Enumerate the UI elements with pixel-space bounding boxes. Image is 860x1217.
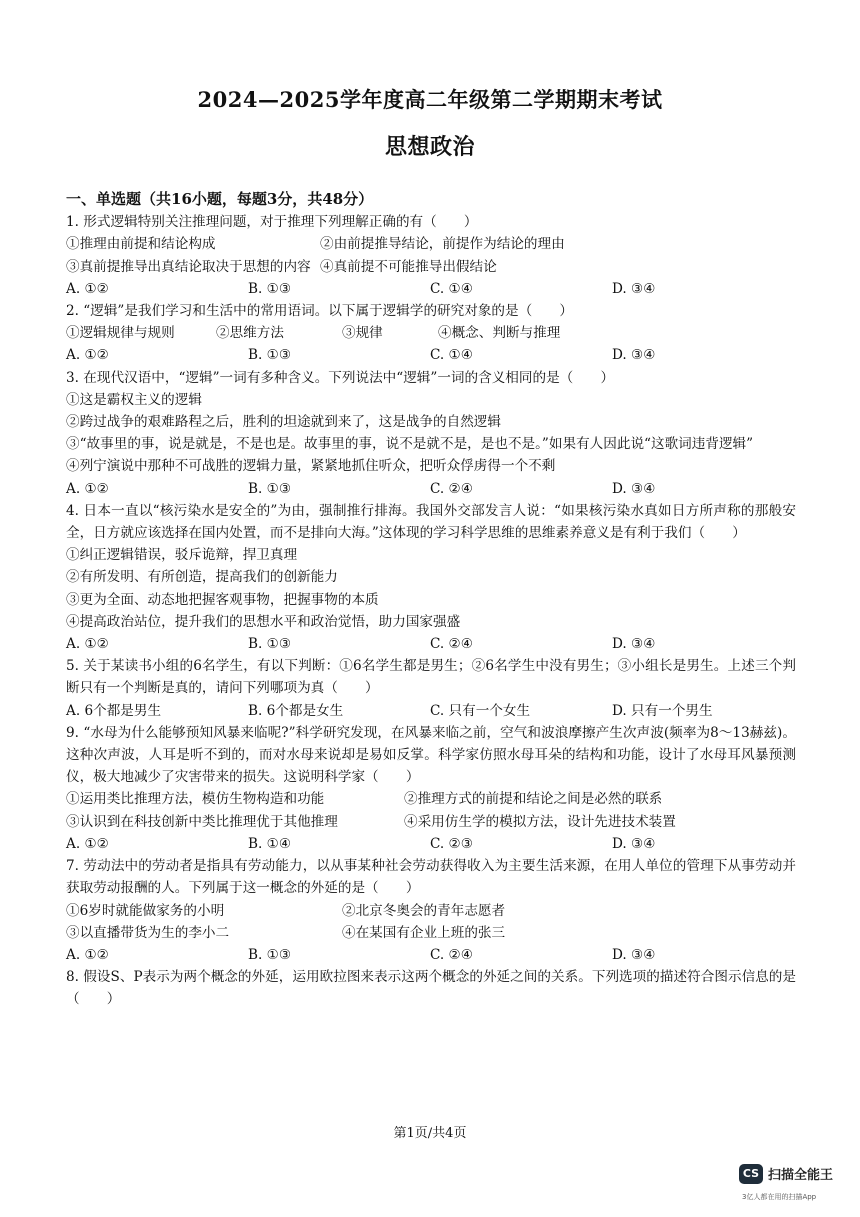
- option-b: B. ①④: [248, 835, 292, 852]
- option-a: A. ①②: [66, 480, 109, 497]
- option-b: B. 6个都是女生: [248, 702, 344, 719]
- options-row: [66, 278, 796, 300]
- statement: ③规律: [342, 325, 383, 342]
- statement: ②跨过战争的艰难路程之后，胜利的坦途就到来了，这是战争的自然逻辑: [66, 414, 501, 431]
- question-4: [66, 500, 796, 655]
- statement: ③认识到在科技创新中类比推理优于其他推理: [66, 813, 338, 830]
- option-d: D. 只有一个男生: [612, 702, 713, 719]
- statement: ②推理方式的前提和结论之间是必然的联系: [404, 791, 663, 808]
- question-7: [66, 855, 796, 966]
- option-d: D. ③④: [612, 480, 656, 497]
- option-c: C. ①④: [430, 347, 473, 364]
- exam-content: [66, 188, 796, 1011]
- question-stem: 3. 在现代汉语中，“逻辑”一词有多种含义。下列说法中“逻辑”一词的含义相同的是（ ）: [66, 369, 615, 386]
- option-d: D. ③④: [612, 946, 656, 963]
- statement: ①这是霸权主义的逻辑: [66, 391, 202, 408]
- statement: ④概念、判断与推理: [438, 325, 561, 342]
- statement-row: [66, 811, 796, 833]
- statement: ③“故事里的事，说是就是，不是也是。故事里的事，说不是就不是，是也不是。”如果有人因此说“这歌词违背逻辑”: [66, 436, 754, 453]
- statement: ③真前提推导出真结论取决于思想的内容: [66, 258, 311, 275]
- statement: ①运用类比推理方法，模仿生物构造和功能: [66, 791, 325, 808]
- statement: ①逻辑规律与规则: [66, 325, 175, 342]
- option-a: A. 6个都是男生: [66, 702, 162, 719]
- camscanner-logo-icon: CS: [739, 1164, 763, 1184]
- option-a: A. ①②: [66, 347, 109, 364]
- option-b: B. ①③: [248, 946, 292, 963]
- option-d: D. ③④: [612, 347, 656, 364]
- statement: ④采用仿生学的模拟方法，设计先进技术装置: [404, 813, 676, 830]
- question-stem: 5. 关于某读书小组的6名学生，有以下判断：①6名学生都是男生；②6名学生中没有男生；③小组长是男生。上述三个判断只有一个判断是真的，请问下列哪项为真（ ）: [66, 658, 796, 697]
- option-a: A. ①②: [66, 946, 109, 963]
- statement: ④列宁演说中那种不可战胜的逻辑力量，紧紧地抓住听众，把听众俘虏得一个不剩: [66, 458, 556, 475]
- option-c: C. 只有一个女生: [430, 702, 531, 719]
- question-stem: 4. 日本一直以“核污染水是安全的”为由，强制推行排海。我国外交部发言人说：“如果核污染水真如日方所声称的那般安全，日方就应该选择在国内处置，而不是排向大海。”这体现的学习科学思维的思维素养意义是有利于我们（ ）: [66, 502, 796, 542]
- option-c: C. ②④: [430, 946, 473, 963]
- watermark-name: 扫描全能王: [768, 1168, 834, 1183]
- statement-row: [66, 256, 796, 278]
- question-stem: 7. 劳动法中的劳动者是指具有劳动能力，以从事某种社会劳动获得收入为主要生活来源，在用人单位的管理下从事劳动并获取劳动报酬的人。下列属于这一概念的外延的是（ ）: [66, 858, 796, 897]
- option-a: A. ①②: [66, 835, 109, 852]
- statement: ②北京冬奥会的青年志愿者: [342, 902, 506, 919]
- statement: ④在某国有企业上班的张三: [342, 924, 506, 941]
- statement: ①6岁时就能做家务的小明: [66, 902, 225, 919]
- statement-row: [66, 900, 796, 922]
- statement: ②由前提推导结论，前提作为结论的理由: [320, 236, 565, 253]
- statement-row: [66, 788, 796, 810]
- statement: ③更为全面、动态地把握客观事物，把握事物的本质: [66, 591, 379, 608]
- option-b: B. ①③: [248, 636, 292, 653]
- options-row: [66, 478, 796, 500]
- option-d: D. ③④: [612, 280, 656, 297]
- option-c: C. ②③: [430, 835, 473, 852]
- question-3: [66, 367, 796, 500]
- option-c: C. ②④: [430, 636, 473, 653]
- option-a: A. ①②: [66, 280, 109, 297]
- option-d: D. ③④: [612, 636, 656, 653]
- option-c: C. ①④: [430, 280, 473, 297]
- statement: ④真前提不可能推导出假结论: [320, 258, 497, 275]
- option-b: B. ①③: [248, 480, 292, 497]
- watermark-tagline: 3亿人都在用的扫描App: [742, 1193, 817, 1201]
- question-8: [66, 966, 796, 1010]
- question-stem: 1. 形式逻辑特别关注推理问题，对于推理下列理解正确的有（ ）: [66, 214, 478, 231]
- exam-title: 2024—2025学年度高二年级第二学期期末考试: [197, 87, 663, 112]
- options-row: [66, 633, 796, 655]
- option-c: C. ②④: [430, 480, 473, 497]
- page-number: 第1页/共4页: [393, 1126, 467, 1141]
- statement: ②思维方法: [216, 325, 284, 342]
- statement-row: [66, 233, 796, 255]
- section-heading: 一、单选题（共16小题，每题3分，共48分）: [66, 190, 374, 208]
- statement: ①纠正逻辑错误，驳斥诡辩，捍卫真理: [66, 547, 298, 564]
- question-2: [66, 300, 796, 367]
- question-5: [66, 655, 796, 722]
- option-a: A. ①②: [66, 636, 109, 653]
- question-9: [66, 722, 796, 855]
- statement-row: [66, 922, 796, 944]
- question-stem: 2. “逻辑”是我们学习和生活中的常用语词。以下属于逻辑学的研究对象的是（ ）: [66, 303, 573, 320]
- question-stem: 9. “水母为什么能够预知风暴来临呢?”科学研究发现，在风暴来临之前，空气和波浪摩擦产生次声波(频率为8～13赫兹)。这种次声波，人耳是听不到的，而对水母来说却是易如反掌。科学家仿照水母耳朵的结构和功能，设计了水母耳风暴预测仪，极大地减少了灾害带来的损失。这说明科学家（ ）: [66, 724, 796, 786]
- exam-subject: 思想政治: [384, 134, 475, 160]
- statement: ③以直播带货为生的李小二: [66, 924, 230, 941]
- option-b: B. ①③: [248, 280, 292, 297]
- option-d: D. ③④: [612, 835, 656, 852]
- option-b: B. ①③: [248, 347, 292, 364]
- question-1: [66, 211, 796, 300]
- options-row: [66, 944, 796, 966]
- options-row: [66, 700, 796, 722]
- options-row: [66, 833, 796, 855]
- statement-row: [66, 322, 796, 344]
- question-stem: 8. 假设S、P表示为两个概念的外延，运用欧拉图来表示这两个概念的外延之间的关系。下列选项的描述符合图示信息的是（ ）: [66, 969, 796, 1008]
- statement: ②有所发明、有所创造，提高我们的创新能力: [66, 569, 338, 586]
- statement: ④提高政治站位，提升我们的思想水平和政治觉悟，助力国家强盛: [66, 613, 461, 630]
- options-row: [66, 344, 796, 366]
- statement: ①推理由前提和结论构成: [66, 236, 216, 253]
